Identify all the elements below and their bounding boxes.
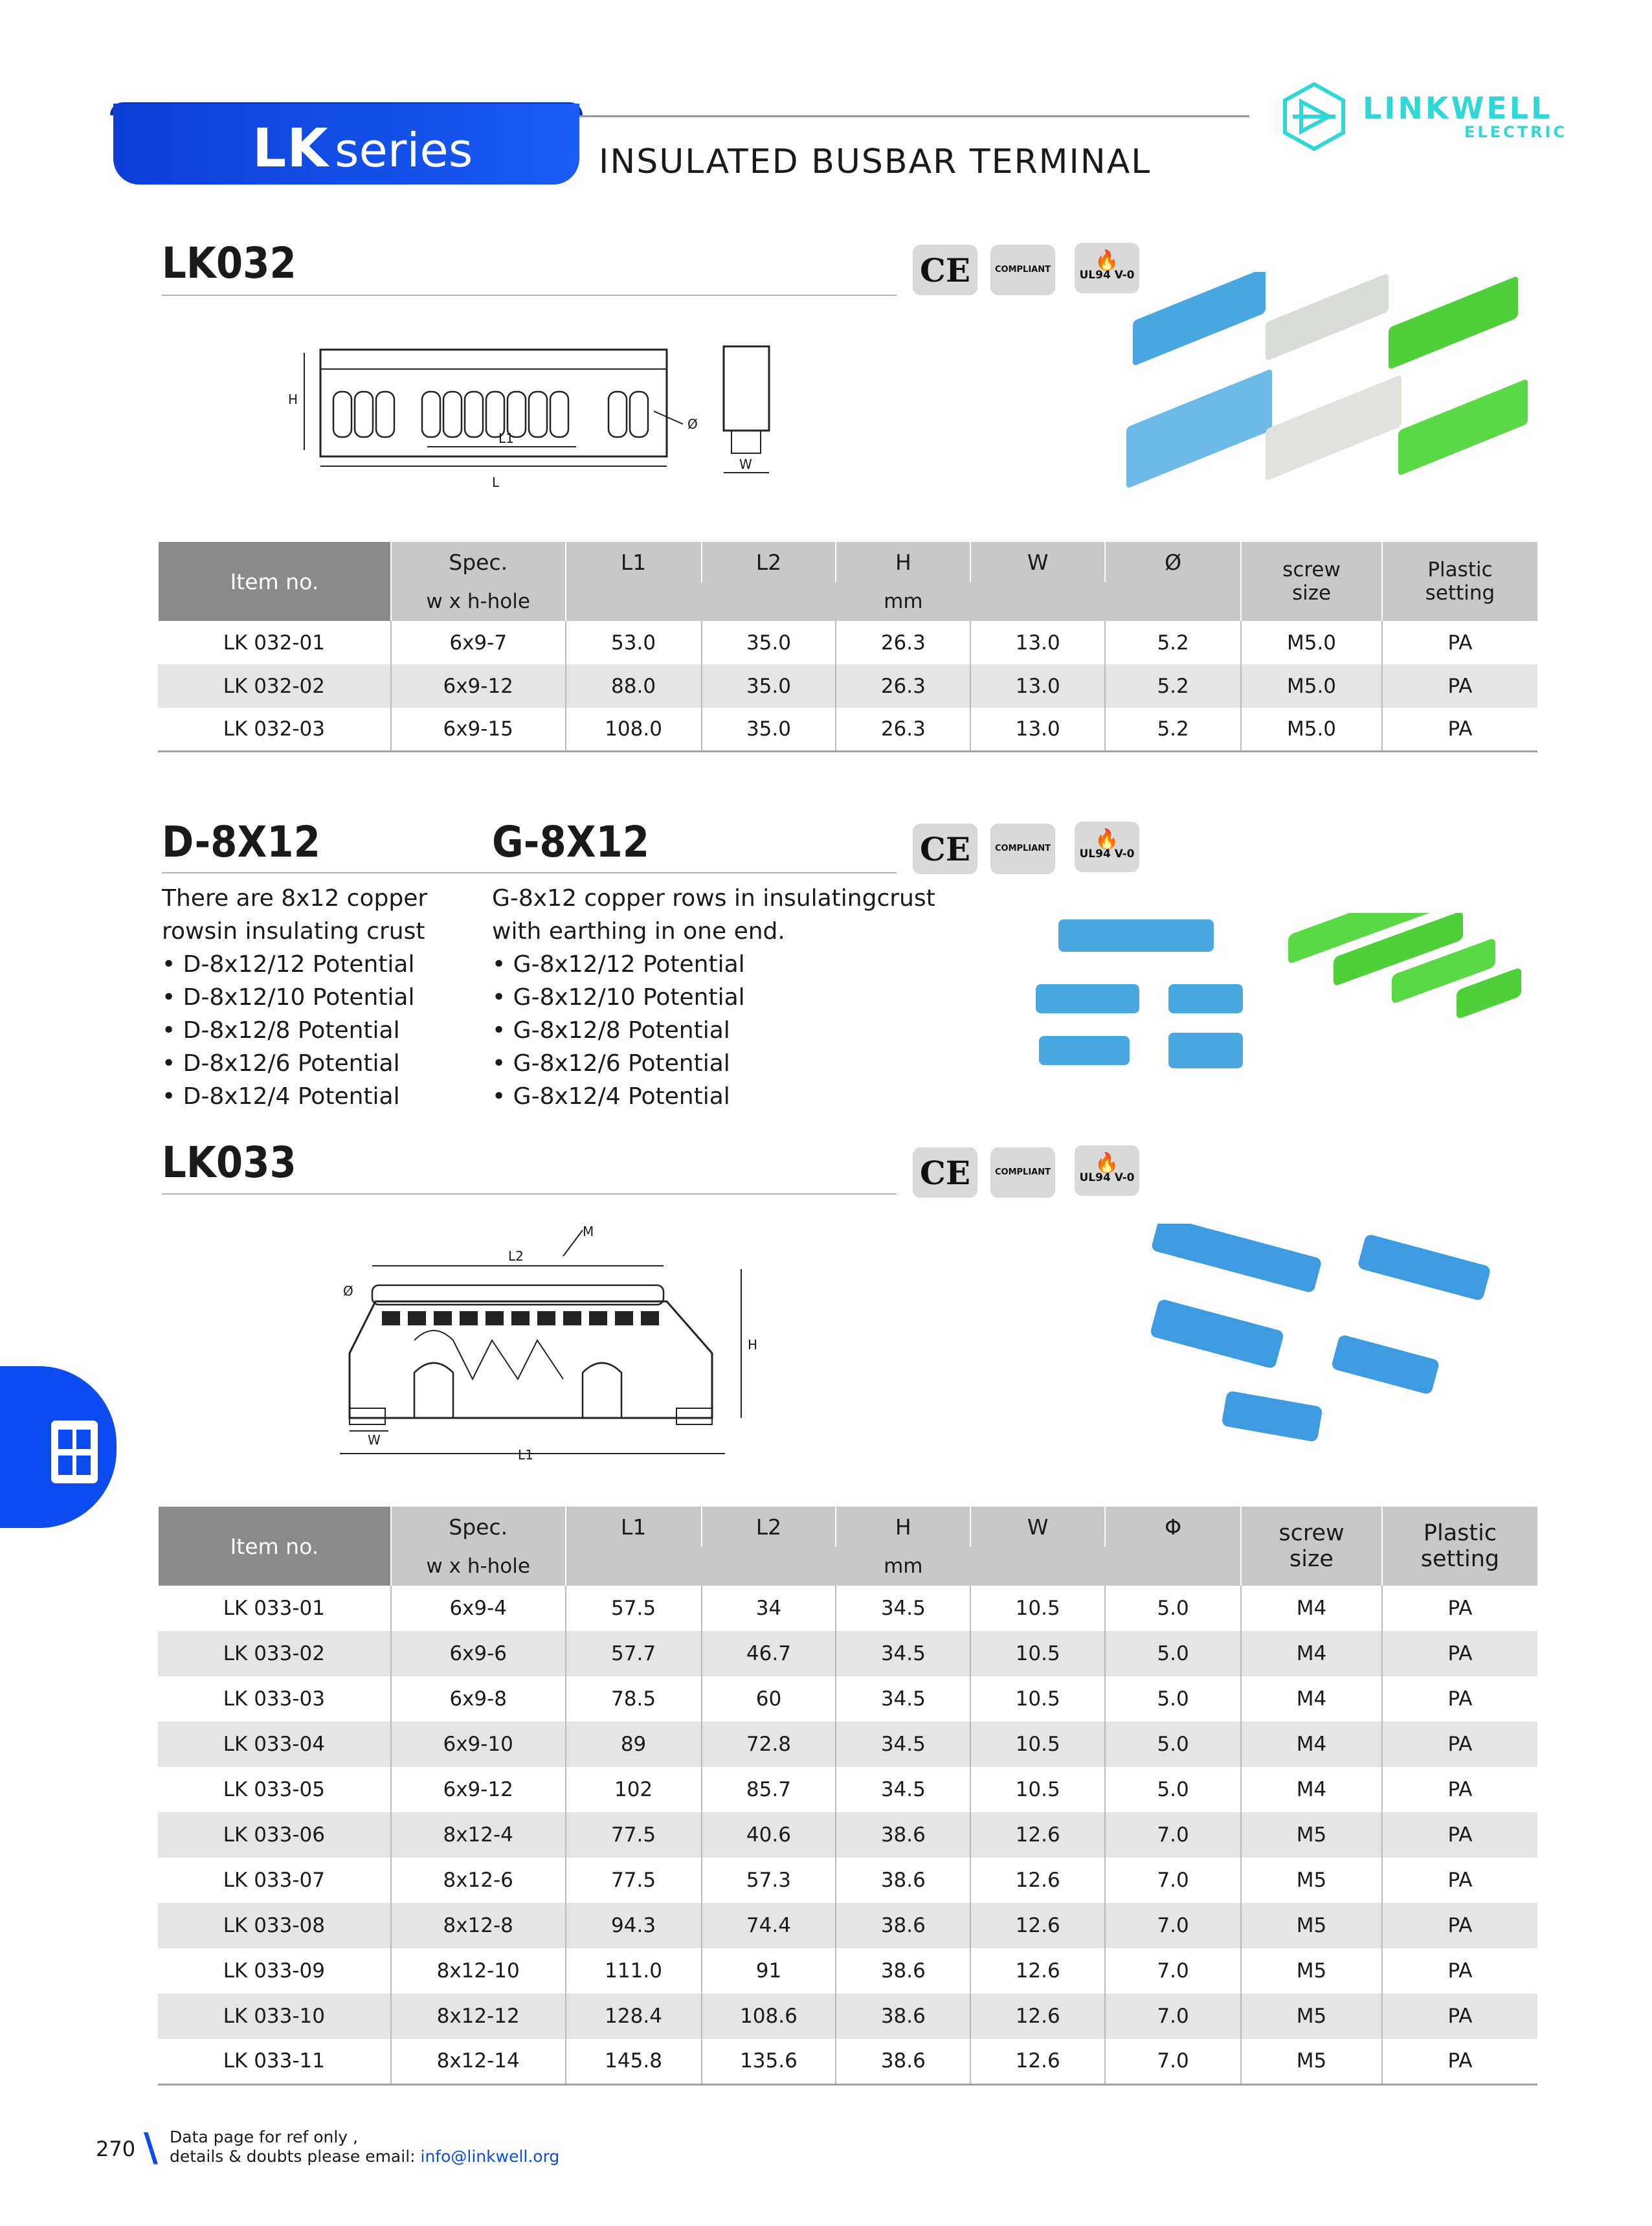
ul94-badge [1075, 1145, 1139, 1196]
table-cell: 145.8 [566, 2039, 702, 2084]
table-cell: PA [1382, 621, 1537, 664]
table-cell: 5.0 [1105, 1631, 1241, 1676]
lk032-dimension-drawing [278, 340, 777, 502]
table-cell: 26.3 [836, 708, 970, 751]
ul94-label: UL94 V-0 [1079, 848, 1135, 860]
page-subtitle: INSULATED BUSBAR TERMINAL [599, 142, 1152, 181]
table-cell: LK 033-06 [158, 1812, 391, 1858]
table-cell: 8x12-8 [391, 1903, 566, 1948]
table-cell: 7.0 [1105, 1994, 1241, 2039]
table-cell: M5.0 [1241, 708, 1382, 751]
table-cell: 108.6 [702, 1994, 836, 2039]
table-cell: 5.2 [1105, 664, 1241, 708]
table-cell: 6x9-6 [391, 1631, 566, 1676]
table-row [158, 1631, 1537, 1676]
lk032-table-body [158, 621, 1537, 751]
table-row [158, 1586, 1537, 1631]
table-cell: 8x12-14 [391, 2039, 566, 2084]
footer-note [170, 2128, 559, 2166]
table-cell: 108.0 [566, 708, 702, 751]
dim-l2-label: L2 [508, 1248, 524, 1264]
table-cell: PA [1382, 1994, 1537, 2039]
lk033-dimension-drawing [324, 1224, 777, 1470]
table-row [158, 664, 1537, 708]
header-mm: mm [566, 582, 1241, 621]
table-cell: LK 033-05 [223, 1778, 326, 1801]
table-cell: 34.5 [836, 1631, 970, 1676]
table-cell: 53.0 [566, 621, 702, 664]
g8x12-title: G-8X12 [492, 817, 650, 867]
ce-mark: CE [920, 829, 970, 868]
ce-mark: CE [920, 251, 970, 289]
table-cell: 6x9-15 [391, 708, 566, 751]
table-cell: 5.0 [1105, 1722, 1241, 1767]
d-line: rowsin insulating crust [162, 918, 425, 945]
flame-icon: 🔥 [1095, 828, 1119, 851]
table-cell: LK 033-11 [158, 2039, 391, 2084]
d-line: • D-8x12/10 Potential [162, 984, 415, 1011]
table-cell: M5 [1241, 1903, 1382, 1948]
d8x12-description [162, 882, 479, 1113]
table-cell: 8x12-10 [391, 1948, 566, 1994]
header-h: H [836, 542, 970, 582]
footer-line-1: Data page for ref only , [170, 2128, 358, 2146]
table-cell: LK 033-09 [223, 1959, 326, 1983]
lk033-title-rule [162, 1193, 897, 1195]
dim-w-label: W [368, 1432, 381, 1448]
table-cell: M5.0 [1241, 621, 1382, 664]
header-dia: Φ [1105, 1507, 1241, 1547]
dim-l-label: L [492, 475, 500, 490]
logo-wordmark: LINKWELL [1363, 91, 1553, 126]
d-line: • D-8x12/6 Potential [162, 1050, 400, 1077]
lk033-title: LK033 [162, 1138, 296, 1187]
table-cell: 5.0 [1105, 1676, 1241, 1722]
table-cell: LK 033-04 [158, 1722, 391, 1767]
table-cell: LK 033-07 [223, 1869, 326, 1892]
header-l1: L1 [566, 1507, 702, 1547]
table-cell: 34.5 [836, 1586, 970, 1631]
lk033-spec-table [157, 1507, 1537, 2085]
table-cell: 12.6 [970, 1812, 1105, 1858]
header-spec: Spec. [391, 542, 566, 582]
table-cell: 34.5 [836, 1767, 970, 1812]
table-cell: 8x12-12 [391, 1994, 566, 2039]
table-cell: 57.7 [566, 1631, 702, 1676]
dim-l1-label: L1 [498, 431, 514, 446]
header-w: W [970, 542, 1105, 582]
table-cell: 35.0 [702, 621, 836, 664]
table-cell: LK 033-01 [223, 1597, 326, 1620]
table-cell: 12.6 [970, 1994, 1105, 2039]
d-line: • D-8x12/4 Potential [162, 1083, 400, 1110]
table-cell: 38.6 [836, 1858, 970, 1903]
table-row [158, 1722, 1537, 1767]
header-l2: L2 [702, 542, 836, 582]
table-cell: 12.6 [970, 2039, 1105, 2084]
linkwell-logo-icon [1278, 81, 1350, 152]
side-category-tab[interactable] [0, 1366, 117, 1528]
series-tab [113, 104, 579, 185]
table-cell: PA [1382, 1858, 1537, 1903]
table-cell: LK 033-10 [158, 1994, 391, 2039]
table-cell: LK 033-08 [158, 1903, 391, 1948]
table-cell: 40.6 [702, 1812, 836, 1858]
header-item-no: Item no. [158, 542, 391, 621]
table-cell: 8x12-4 [391, 1812, 566, 1858]
header-plastic-setting: Plastic setting [1382, 1507, 1537, 1586]
table-cell: 6x9-8 [391, 1676, 566, 1722]
ce-badge [913, 1147, 977, 1198]
table-cell: 10.5 [970, 1586, 1105, 1631]
table-cell: LK 033-03 [223, 1687, 326, 1711]
table-cell: 5.2 [1105, 621, 1241, 664]
rohs-badge [990, 824, 1055, 874]
table-cell: PA [1382, 2039, 1537, 2084]
header-plastic-setting: Plastic setting [1382, 542, 1537, 621]
table-cell: 38.6 [836, 1948, 970, 1994]
table-cell: M5 [1241, 1812, 1382, 1858]
header-w: W [970, 1507, 1105, 1547]
table-cell: 5.2 [1105, 708, 1241, 751]
table-row [158, 1903, 1537, 1948]
table-cell: 13.0 [970, 621, 1105, 664]
table-cell: PA [1382, 1948, 1537, 1994]
rohs-sub: COMPLIANT [995, 844, 1051, 853]
table-cell: M4 [1241, 1676, 1382, 1722]
dg-title-rule [162, 872, 897, 873]
d-line: • D-8x12/8 Potential [162, 1017, 400, 1044]
table-row [158, 1858, 1537, 1903]
table-cell: 85.7 [702, 1767, 836, 1812]
table-row [158, 2039, 1537, 2084]
logo-subtext: ELECTRIC [1464, 123, 1568, 141]
table-cell: 88.0 [566, 664, 702, 708]
table-cell: 34 [702, 1586, 836, 1631]
ce-badge [913, 245, 977, 295]
dim-dia-label: Ø [343, 1283, 353, 1299]
table-cell: 7.0 [1105, 1903, 1241, 1948]
table-cell: 38.6 [836, 1812, 970, 1858]
table-cell: M4 [1241, 1722, 1382, 1767]
ul94-label: UL94 V-0 [1079, 269, 1135, 282]
table-cell: 34.5 [836, 1676, 970, 1722]
table-cell: 26.3 [836, 664, 970, 708]
g-line: G-8x12 copper rows in insulatingcrust [492, 885, 935, 912]
table-cell: 77.5 [566, 1812, 702, 1858]
table-cell: 34.5 [836, 1722, 970, 1767]
table-cell: 35.0 [702, 708, 836, 751]
lk033-product-photo [1146, 1224, 1508, 1457]
rohs-badge [990, 1147, 1055, 1198]
table-cell: PA [1382, 1722, 1537, 1767]
table-cell: 6x9-12 [391, 664, 566, 708]
g-line: • G-8x12/6 Potential [492, 1050, 730, 1077]
g-line: • G-8x12/10 Potential [492, 984, 745, 1011]
table-cell: 74.4 [702, 1903, 836, 1948]
rohs-sub: COMPLIANT [995, 265, 1051, 275]
dim-dia-label: Ø [687, 416, 698, 432]
table-cell: PA [1382, 1903, 1537, 1948]
g-line: with earthing in one end. [492, 918, 785, 945]
table-cell: 6x9-7 [391, 621, 566, 664]
table-cell: M5 [1241, 1858, 1382, 1903]
table-cell: 7.0 [1105, 1812, 1241, 1858]
table-cell: 38.6 [836, 1994, 970, 2039]
table-cell: 78.5 [566, 1676, 702, 1722]
table-cell: M5 [1241, 2039, 1382, 2084]
table-cell: PA [1382, 1631, 1537, 1676]
table-cell: 57.5 [566, 1586, 702, 1631]
table-cell: 13.0 [970, 708, 1105, 751]
table-cell: M4 [1241, 1767, 1382, 1812]
table-cell: PA [1382, 1767, 1537, 1812]
rohs-sub: COMPLIANT [995, 1167, 1051, 1177]
footer-line-2-text: details & doubts please email: [170, 2147, 421, 2166]
table-cell: 26.3 [836, 621, 970, 664]
table-cell: PA [1382, 664, 1537, 708]
table-cell: M4 [1241, 1586, 1382, 1631]
table-cell: M5.0 [1241, 664, 1382, 708]
page-number: 270 [96, 2137, 136, 2161]
table-row [158, 621, 1537, 664]
header-rule [579, 115, 1249, 117]
rohs-badge [990, 245, 1055, 295]
header-screw-size: screw size [1241, 1507, 1382, 1586]
table-row [158, 1948, 1537, 1994]
table-cell: 5.0 [1105, 1767, 1241, 1812]
table-cell: 6x9-12 [391, 1767, 566, 1812]
lk032-title: LK032 [162, 238, 296, 288]
table-cell: 91 [702, 1948, 836, 1994]
table-cell: 128.4 [566, 1994, 702, 2039]
g-line: • G-8x12/8 Potential [492, 1017, 730, 1044]
dim-h-label: H [748, 1337, 758, 1353]
table-cell: 5.0 [1105, 1586, 1241, 1631]
table-cell: 8x12-6 [391, 1858, 566, 1903]
table-cell: 72.8 [702, 1722, 836, 1767]
table-row [158, 1812, 1537, 1858]
header-spec: Spec. [391, 1507, 566, 1547]
table-cell: 12.6 [970, 1858, 1105, 1903]
header-l1: L1 [566, 542, 702, 582]
table-cell: 10.5 [970, 1631, 1105, 1676]
table-cell: 10.5 [970, 1676, 1105, 1722]
table-cell: 57.3 [702, 1858, 836, 1903]
table-cell: PA [1382, 1676, 1537, 1722]
table-cell: LK 032-02 [158, 664, 391, 708]
lk032-product-photo [1126, 272, 1534, 505]
header-item-no: Item no. [158, 1507, 391, 1586]
table-cell: PA [1382, 1586, 1537, 1631]
table-row [158, 1676, 1537, 1722]
header-l2: L2 [702, 1507, 836, 1547]
table-cell: M5 [1241, 1948, 1382, 1994]
terminal-block-icon [39, 1411, 110, 1489]
table-cell: 7.0 [1105, 1858, 1241, 1903]
table-cell: 89 [566, 1722, 702, 1767]
header-screw-size: screw size [1241, 542, 1382, 621]
table-cell: 7.0 [1105, 1948, 1241, 1994]
table-row [158, 1767, 1537, 1812]
dim-l1-label: L1 [518, 1447, 533, 1463]
table-cell: 111.0 [566, 1948, 702, 1994]
ul94-badge [1075, 822, 1139, 872]
table-row [158, 708, 1537, 751]
table-cell: 10.5 [970, 1767, 1105, 1812]
dim-w-label: W [739, 456, 752, 472]
lk033-table-body [158, 1586, 1537, 2084]
table-cell: 46.7 [702, 1631, 836, 1676]
table-cell: 60 [702, 1676, 836, 1722]
dg-product-photo [1029, 913, 1560, 1081]
dim-h-label: H [288, 392, 298, 407]
table-cell: 12.6 [970, 1948, 1105, 1994]
g-line: • G-8x12/12 Potential [492, 951, 745, 978]
table-cell: 35.0 [702, 664, 836, 708]
table-cell: PA [1382, 708, 1537, 751]
ce-mark: CE [920, 1153, 970, 1192]
table-cell: 12.6 [970, 1903, 1105, 1948]
header-spec-sub: w x h-hole [391, 582, 566, 621]
dim-m-label: M [583, 1224, 594, 1239]
contact-email-link[interactable]: info@linkwell.org [420, 2147, 560, 2166]
flame-icon: 🔥 [1095, 249, 1119, 272]
footer-divider: \ [144, 2125, 158, 2170]
series-label: series [335, 123, 473, 177]
header-dia: Ø [1105, 542, 1241, 582]
d8x12-title: D-8X12 [162, 817, 320, 867]
table-cell: 102 [566, 1767, 702, 1812]
table-cell: 77.5 [566, 1858, 702, 1903]
ul94-label: UL94 V-0 [1079, 1171, 1135, 1184]
g-line: • G-8x12/4 Potential [492, 1083, 730, 1110]
footer-line-2 [170, 2147, 559, 2166]
table-cell: 135.6 [702, 2039, 836, 2084]
table-cell: 13.0 [970, 664, 1105, 708]
header-spec-sub: w x h-hole [391, 1547, 566, 1586]
d-line: • D-8x12/12 Potential [162, 951, 415, 978]
table-cell: 38.6 [836, 1903, 970, 1948]
table-row [158, 1994, 1537, 2039]
table-cell: LK 032-01 [223, 631, 326, 655]
table-cell: PA [1382, 1812, 1537, 1858]
table-cell: 38.6 [836, 2039, 970, 2084]
table-cell: 6x9-10 [391, 1722, 566, 1767]
table-cell: 94.3 [566, 1903, 702, 1948]
table-cell: LK 032-03 [158, 708, 391, 751]
table-cell: 6x9-4 [391, 1586, 566, 1631]
flame-icon: 🔥 [1095, 1152, 1119, 1175]
table-cell: 10.5 [970, 1722, 1105, 1767]
d-line: There are 8x12 copper [162, 885, 428, 912]
g8x12-description [492, 882, 945, 1113]
ce-badge [913, 824, 977, 874]
header-mm: mm [566, 1547, 1241, 1586]
table-cell: 7.0 [1105, 2039, 1241, 2084]
table-cell: M4 [1241, 1631, 1382, 1676]
series-label-bold: LK [252, 118, 329, 179]
table-cell: LK 033-02 [158, 1631, 391, 1676]
lk032-title-rule [162, 295, 897, 296]
header-h: H [836, 1507, 970, 1547]
lk032-spec-table [157, 542, 1537, 752]
table-cell: M5 [1241, 1994, 1382, 2039]
